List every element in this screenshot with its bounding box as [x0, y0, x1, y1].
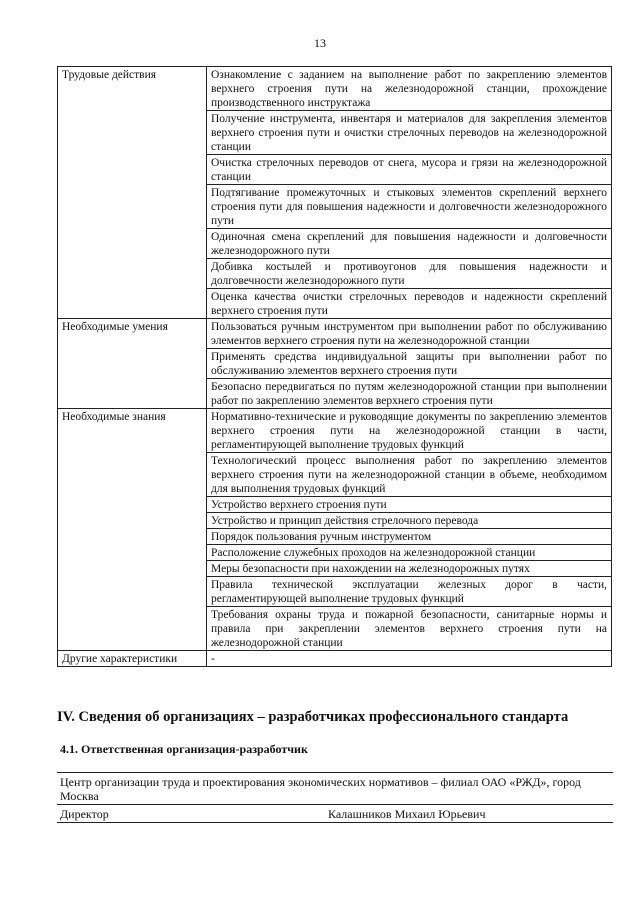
table-cell: -: [207, 651, 612, 667]
section-title: IV. Сведения об организациях – разработчиках профессионального стандарта: [57, 709, 569, 725]
table-row: [58, 409, 612, 453]
table-cell: Подтягивание промежуточных и стыковых элементов скреплений верхнего строения пути для повышения надежности и долговечности железнодорожного пути: [207, 185, 612, 229]
table-cell: Нормативно-технические и руководящие документы по закреплению элементов верхнего строения пути на железнодорожной станции в части, регламентирующей выполнение трудовых функций: [207, 409, 612, 453]
table-row: [58, 319, 612, 349]
table-cell: Правила технической эксплуатации железных дорог в части, регламентирующей выполнение трудовых функций: [207, 577, 612, 607]
table-cell: Безопасно передвигаться по путям железнодорожной станции при выполнении работ по закреплению элементов верхнего строения пути: [207, 379, 612, 409]
table-cell: Технологический процесс выполнения работ по закреплению элементов верхнего строения пути на железнодорожной станции в объеме, необходимом для выполнения трудовых функций: [207, 453, 612, 497]
row-header: Другие характеристики: [58, 651, 207, 667]
row-header: Необходимые умения: [58, 319, 207, 409]
table-cell: Получение инструмента, инвентаря и материалов для закрепления элементов верхнего строения пути и очистки стрелочных переводов на железнодорожной станции: [207, 111, 612, 155]
table-cell: Пользоваться ручным инструментом при выполнении работ по обслуживанию элементов верхнего строения пути на железнодорожной станции: [207, 319, 612, 349]
table-row: [58, 67, 612, 111]
competency-table-body: [58, 67, 612, 667]
table-cell: Меры безопасности при нахождении на железнодорожных путях: [207, 561, 612, 577]
table-row: [58, 651, 612, 667]
table-cell: Устройство и принцип действия стрелочного перевода: [207, 513, 612, 529]
row-header: Трудовые действия: [58, 67, 207, 319]
table-cell: Добивка костылей и противоугонов для повышения надежности и долговечности железнодорожного пути: [207, 259, 612, 289]
table-cell: Очистка стрелочных переводов от снега, мусора и грязи на железнодорожной станции: [207, 155, 612, 185]
table-cell: Одиночная смена скреплений для повышения надежности и долговечности железнодорожного пути: [207, 229, 612, 259]
table-cell: Расположение служебных проходов на железнодорожной станции: [207, 545, 612, 561]
row-header: Необходимые знания: [58, 409, 207, 651]
table-cell: Оценка качества очистки стрелочных переводов и надежности скреплений верхнего строения пути: [207, 289, 612, 319]
subsection-title: 4.1. Ответственная организация-разработчик: [60, 742, 308, 756]
director-row: [57, 805, 613, 823]
table-cell: Применять средства индивидуальной защиты при выполнении работ по обслуживанию элементов верхнего строения пути: [207, 349, 612, 379]
organization-name: Центр организации труда и проектирования экономических нормативов – филиал ОАО «РЖД», город Москва: [57, 772, 613, 805]
table-cell: Требования охраны труда и пожарной безопасности, санитарные нормы и правила при закреплении элементов верхнего строения пути на железнодорожной станции: [207, 607, 612, 651]
director-name: Калашников Михаил Юрьевич: [328, 807, 486, 821]
page-number: 13: [314, 36, 326, 50]
table-cell: Ознакомление с заданием на выполнение работ по закреплению элементов верхнего строения пути на железнодорожной станции, прохождение производственного инструктажа: [207, 67, 612, 111]
table-cell: Устройство верхнего строения пути: [207, 497, 612, 513]
table-cell: Порядок пользования ручным инструментом: [207, 529, 612, 545]
competency-table: [57, 66, 612, 667]
organization-box: [57, 772, 613, 823]
director-role: Директор: [60, 807, 109, 821]
